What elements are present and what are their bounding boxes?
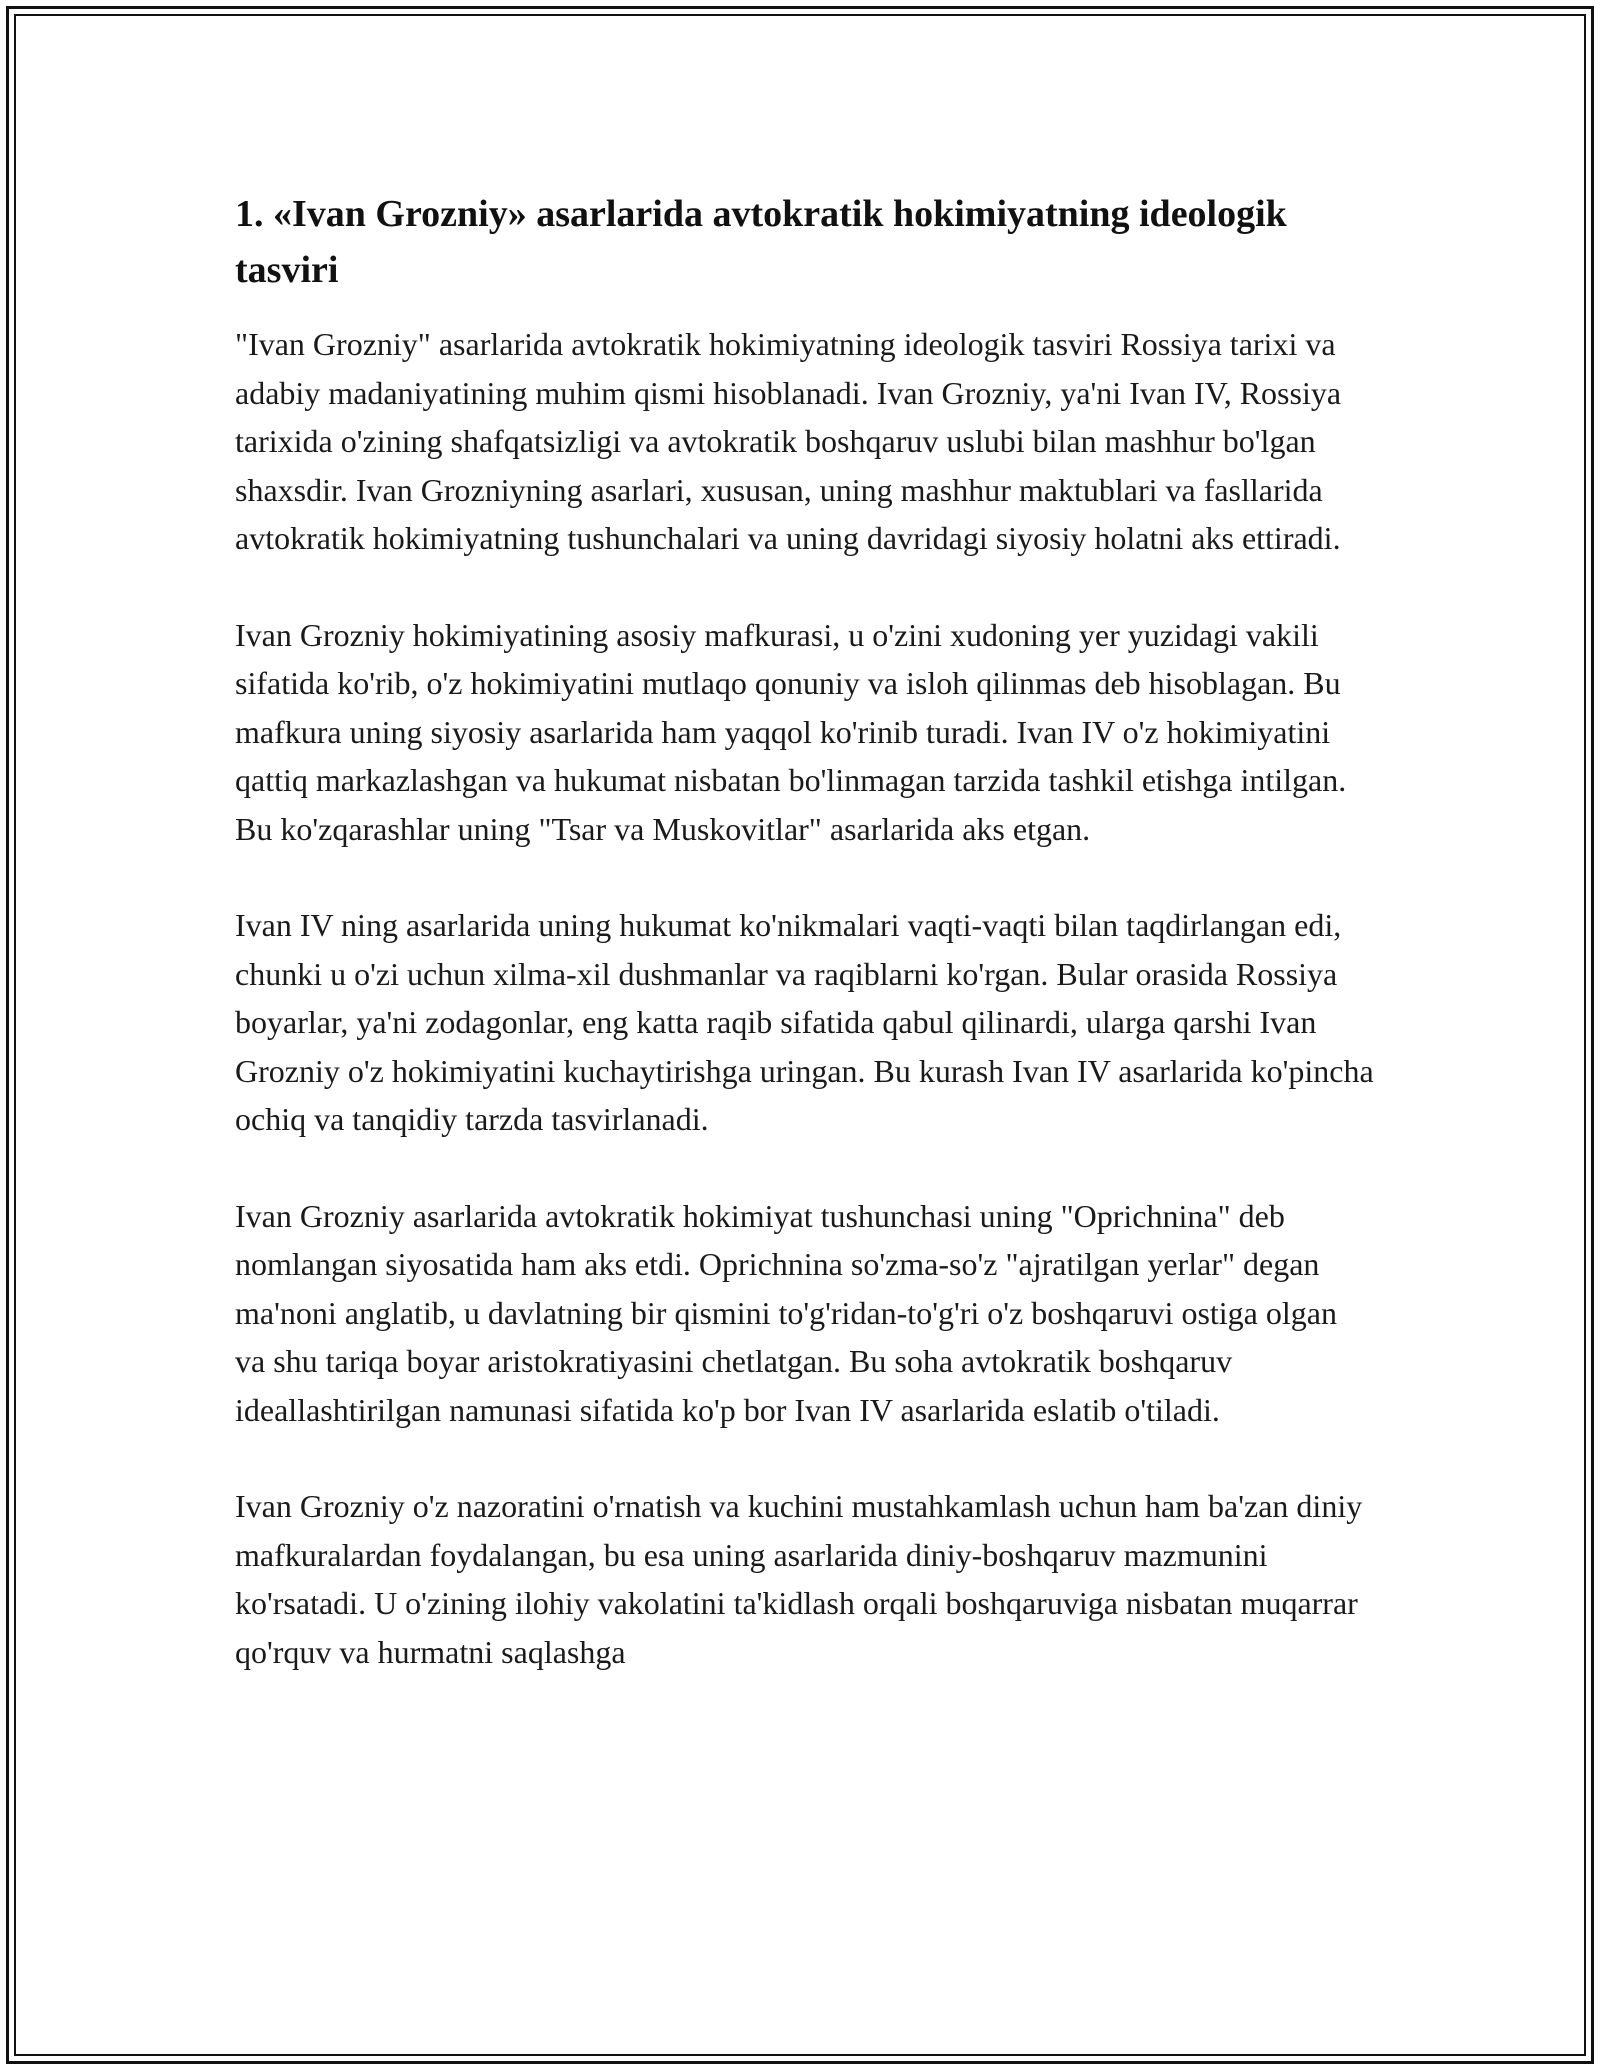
document-content (235, 186, 1375, 1676)
section-heading: 1. «Ivan Grozniy» asarlarida avtokratik hokimiyatning ideologik tasviri (235, 193, 1287, 291)
paragraph-3: Ivan IV ning asarlarida uning hukumat ko'nikmalari vaqti-vaqti bilan taqdirlangan edi, chunki u o'zi uchun xilma-xil dushmanlar va raqiblarni ko'rgan. Bular orasida Rossiya boyarlar, ya'ni zodagonlar, eng katta raqib sifatida qabul qilinardi, ularga qarshi Ivan Grozniy o'z hokimiyatini kuchaytirishga uringan. Bu kurash Ivan IV asarlarida ko'pincha ochiq va tanqidiy tarzda tasvirlanadi. (235, 907, 1374, 1137)
paragraph-2: Ivan Grozniy hokimiyatining asosiy mafkurasi, u o'zini xudoning yer yuzidagi vakili sifatida ko'rib, o'z hokimiyatini mutlaqo qonuniy va isloh qilinmas deb hisoblagan. Bu mafkura uning siyosiy asarlarida ham yaqqol ko'rinib turadi. Ivan IV o'z hokimiyatini qattiq markazlashgan va hukumat nisbatan bo'linmagan tarzida tashkil etishga intilgan. Bu ko'zqarashlar uning "Tsar va Muskovitlar" asarlarida aks etgan. (235, 616, 1347, 847)
paragraph-1: "Ivan Grozniy" asarlarida avtokratik hokimiyatning ideologik tasviri Rossiya tarixi va adabiy madaniyatining muhim qismi hisoblanadi. Ivan Grozniy, ya'ni Ivan IV, Rossiya tarixida o'zining shafqatsizligi va avtokratik boshqaruv uslubi bilan mashhur bo'lgan shaxsdir. Ivan Grozniyning asarlari, xususan, uning mashhur maktublari va fasllarida avtokratik hokimiyatning tushunchalari va uning davridagi siyosiy holatni aks ettiradi. (235, 326, 1342, 556)
paragraph-4: Ivan Grozniy asarlarida avtokratik hokimiyat tushunchasi uning "Oprichnina" deb nomlangan siyosatida ham aks etdi. Oprichnina so'zma-so'z "ajratilgan yerlar" degan ma'noni anglatib, u davlatning bir qismini to'g'ridan-to'g'ri o'z boshqaruvi ostiga olgan va shu tariqa boyar aristokratiyasini chetlatgan. Bu soha avtokratik boshqaruv ideallashtirilgan namunasi sifatida ko'p bor Ivan IV asarlarida eslatib o'tiladi. (235, 1197, 1337, 1428)
paragraph-5: Ivan Grozniy o'z nazoratini o'rnatish va kuchini mustahkamlash uchun ham ba'zan diniy mafkuralardan foydalangan, bu esa uning asarlarida diniy-boshqaruv mazmunini ko'rsatadi. U o'zining ilohiy vakolatini ta'kidlash orqali boshqaruviga nisbatan muqarrar qo'rquv va hurmatni saqlashga (235, 1488, 1363, 1670)
